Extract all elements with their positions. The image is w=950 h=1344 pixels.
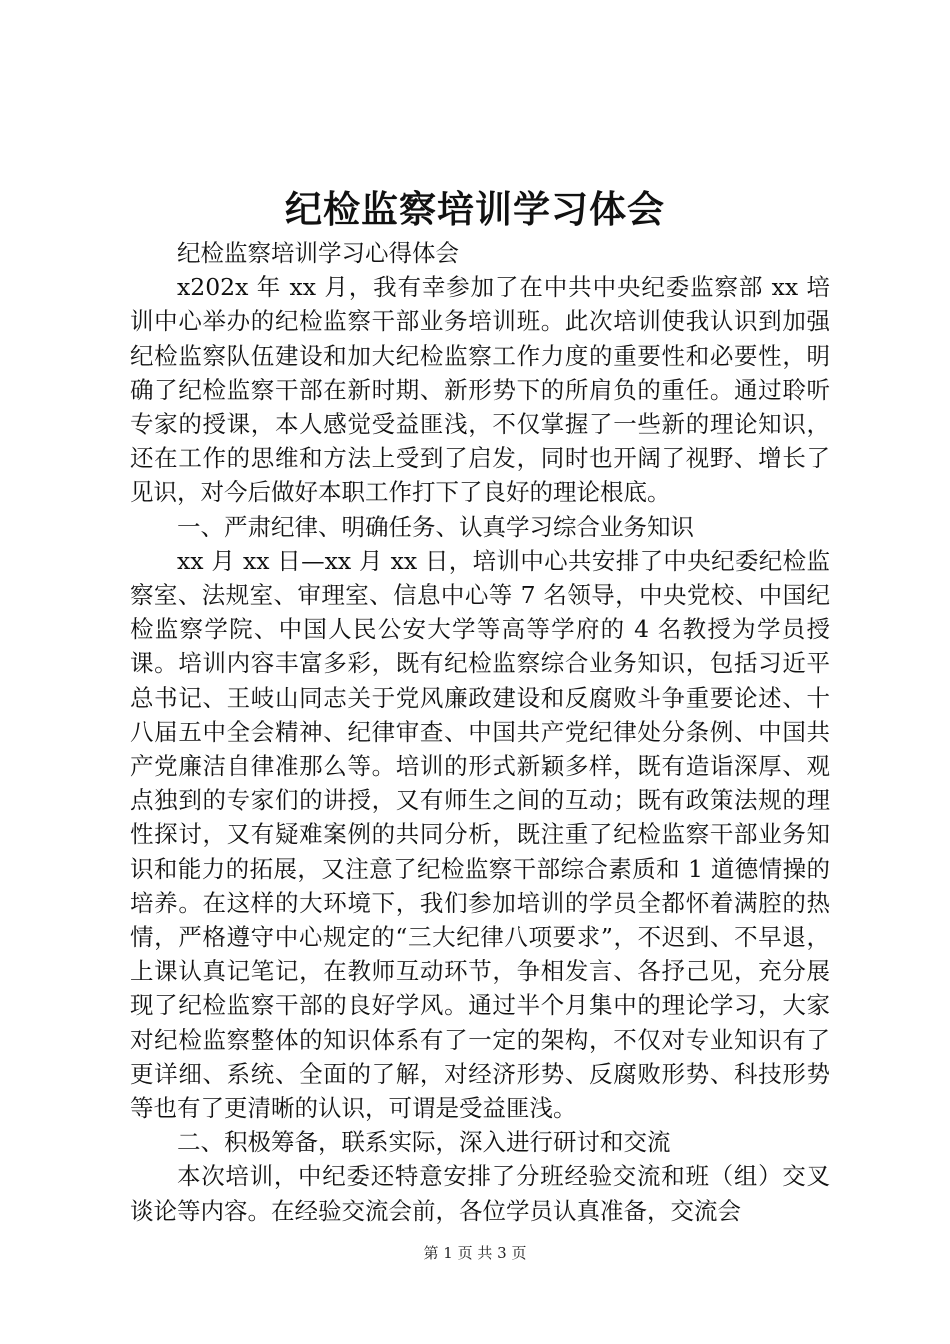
intro-paragraph: x202x 年 xx 月，我有幸参加了在中共中央纪委监察部 xx 培训中心举办的纪检监察干部业务培训班。此次培训使我认识到加强纪检监察队伍建设和加大纪检监察工作力度的重要性和必要性，明确了纪检监察干部在新时期、新形势下的所肩负的重任。通过聆听专家的授课，本人感觉受益匪浅，不仅掌握了一些新的理论知识，还在工作的思维和方法上受到了启发，同时也开阔了视野、增长了见识，对今后做好本职工作打下了良好的理论根底。 (130, 273, 830, 507)
subtitle-paragraph: 纪检监察培训学习心得体会 (177, 239, 459, 267)
section-1-paragraph: xx 月 xx 日—xx 月 xx 日，培训中心共安排了中央纪委纪检监察室、法规室、审理室、信息中心等 7 名领导，中央党校、中国纪检监察学院、中国人民公安大学等高等学府的 4 名教授为学员授课。培训内容丰富多彩，既有纪检监察综合业务知识，包括习近平总书记、王岐山同志关于党风廉政建设和反腐败斗争重要论述、十八届五中全会精神、纪律审查、中国共产党纪律处分条例、中国共产党廉洁自律准那么等。培训的形式新颖多样，既有造诣深厚、观点独到的专家们的讲授，又有师生之间的互动；既有政策法规的理性探讨，又有疑难案例的共同分析，既注重了纪检监察干部业务知识和能力的拓展，又注意了纪检监察干部综合素质和 1 道德情操的培养。在这样的大环境下，我们参加培训的学员全都怀着满腔的热情，严格遵守中心规定的“三大纪律八项要求”，不迟到、不早退，上课认真记笔记，在教师互动环节，争相发言、各抒己见，充分展现了纪检监察干部的良好学风。通过半个月集中的理论学习，大家对纪检监察整体的知识体系有了一定的架构，不仅对专业知识有了更详细、系统、全面的了解，对经济形势、反腐败形势、科技形势等也有了更清晰的认识，可谓是受益匪浅。 (130, 546, 830, 1123)
section-heading-2: 二、积极筹备，联系实际，深入进行研讨和交流 (177, 1128, 671, 1157)
document-title: 纪检监察培训学习体会 (285, 187, 665, 231)
document-body (130, 236, 830, 1228)
section-2-paragraph: 本次培训，中纪委还特意安排了分班经验交流和班（组）交叉谈论等内容。在经验交流会前，各位学员认真准备，交流会 (130, 1162, 830, 1225)
page-footer: 第 1 页 共 3 页 (423, 1244, 527, 1262)
section-heading-1: 一、严肃纪律、明确任务、认真学习综合业务知识 (177, 512, 694, 541)
